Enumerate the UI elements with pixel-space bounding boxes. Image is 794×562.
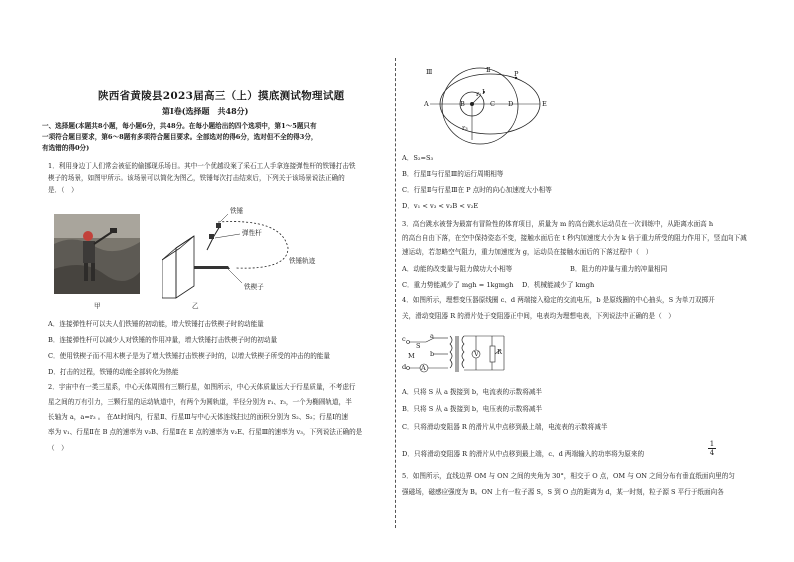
fraction-one-quarter [708, 440, 716, 457]
hammer-diagram [162, 208, 312, 300]
orbit-label-a: A [424, 100, 429, 108]
q2-option-b: B．行星Ⅱ与行星Ⅲ的运行周期相等 [402, 170, 504, 178]
label-hammer: 铁锤 [230, 207, 244, 215]
circuit-label-voltmeter: V [474, 350, 479, 358]
q3-option-b: B．阻力的冲量与重力的冲量相同 [570, 265, 668, 273]
question-1-text: 1．利用身边丁人们常会被征的偷挪现乐场目。其中一个优越设案了采石工人手拿连接弹性杆的铁锤打击铁 [48, 162, 356, 170]
orbit-label-iii: Ⅲ [426, 68, 433, 76]
q4-option-b: B．只将 S 从 a 拨接到 b，电压表的示数将减半 [402, 405, 543, 413]
fraction-numerator: 1 [709, 440, 715, 448]
right-column [402, 0, 754, 562]
question-4-text: 4．如图所示，理想变压器原线圈 c、d 两端接入稳定的交流电压，b 是原线圈的中心抽头，S 为单刀双掷开 [402, 296, 715, 304]
orbit-label-c: C [490, 100, 496, 108]
circuit-label-b: b [430, 350, 435, 358]
label-rod: 弹性杆 [242, 229, 262, 237]
circuit-label-r: R [497, 348, 502, 356]
label-wedge: 铁楔子 [244, 283, 264, 291]
question-1-text: 是．（ ） [48, 186, 78, 194]
circuit-label-m: M [408, 352, 415, 360]
figure-label-yi: 乙 [192, 302, 199, 310]
label-track: 铁锤轨迹 [289, 257, 316, 265]
q1-option-b: B．连接弹性杆可以减少人对铁锤的作用冲量，增大铁锤打击铁楔子时的初动量 [48, 336, 278, 344]
q3-option-d: D．机械能减少了 kmgh [522, 281, 595, 289]
question-2-text: （ ） [48, 444, 68, 452]
question-1-text: 楔子的场景，如图甲所示。该场景可以简化为图乙，铁锤每次打击结束后，下列关于该场景说法正确的 [48, 174, 345, 182]
column-divider [395, 58, 396, 528]
orbit-label-e: E [542, 100, 547, 108]
orbit-diagram [420, 62, 550, 146]
question-3-text: 的高台自由下落，在空中保持姿态不变，接触水面后在 t 秒内加速度大小为 k 倍于重力所受的阻力作用下，竖直向下减 [402, 234, 747, 242]
q2-option-d: D．v₁ < v₃ < v₂B < v₂E [402, 202, 479, 210]
question-3-text: 3．高台跳水被誉为最富有冒险性的体育项目，质量为 m 的高台跳水运动员在一次训练中，从距离水面高 h [402, 220, 714, 228]
orbit-label-i: Ⅰ [482, 88, 485, 96]
figure-label-jia: 甲 [94, 302, 101, 310]
q3-option-a: A．动能的改变量与阻力做功大小相等 [402, 265, 513, 273]
question-5-text: 强磁场，磁感应强度为 B。ON 上有一粒子源 S，S 到 O 点的距离为 d，某一时刻，粒子源 S 平行于纸面向各 [402, 488, 724, 496]
orbit-label-ii: Ⅱ [486, 66, 491, 74]
question-2-text: 长轴为 a，a=r₃ 。 在Δt时间内，行星Ⅱ、行星Ⅲ与中心天体连线扫过的面积分别为 S₂、S₃；行星Ⅰ的速 [48, 413, 349, 421]
section-heading: 第Ⅰ卷(选择题 共48分) [162, 106, 249, 116]
question-2-text: 率为 v₁、行星Ⅱ在 B 点的速率为 v₂B、行星Ⅱ在 E 点的速率为 v₂E、行星Ⅲ的速率为 v₃，下列说法正确的是 [48, 428, 363, 436]
q1-option-a: A．连接弹性杆可以夫人们铁锤的初动能，增大铁锤打击铁楔子时的动能量 [48, 320, 264, 328]
q4-option-c: C．只将滑动变阻器 R 的滑片从中点移到最上端，电流表的示数将减半 [402, 423, 608, 431]
worker-photo [54, 214, 140, 294]
intro-line: 一、选择题(本题共8小题，每小题6分，共48分。在每小题给出的四个选项中，第1～5题只有 [42, 122, 317, 130]
intro-line: 有选错的得0分) [42, 144, 90, 152]
orbit-label-d: D [508, 100, 514, 108]
q1-option-c: C．使用铁楔子而不用木楔子是为了增大铁锤打击铁楔子时的，以增大铁楔子所受的冲击的的能量 [48, 352, 330, 360]
intro-line: 一项符合题目要求，第6～8题有多项符合题目要求。全部选对的得6分，选对但不全的得3分， [42, 133, 318, 141]
left-column [42, 0, 388, 562]
q2-option-c: C．行星Ⅱ与行星Ⅲ在 P 点时的向心加速度大小相等 [402, 186, 552, 194]
question-2-text: 2．宇宙中有一类三星系，中心天体周围有三颗行星，如图所示，中心天体质量远大于行星质量，不考虑行 [48, 383, 356, 391]
q4-option-d: D．只将滑动变阻器 R 的滑片从中点移到最上端，c、d 两端输入的功率将为原来的 [402, 450, 645, 458]
circuit-label-s: S [416, 342, 421, 350]
fraction-denominator: 4 [709, 449, 715, 457]
orbit-label-r1: r₁ [476, 90, 482, 98]
orbit-label-b: B [460, 100, 465, 108]
circuit-label-a: a [430, 332, 434, 340]
orbit-label-r3: r₃ [462, 124, 468, 132]
q2-option-a: A．S₂=S₃ [402, 154, 434, 162]
circuit-label-c: c [402, 335, 406, 343]
q3-option-c: C．重力势能减少了 mgh = 1kgmgh [402, 281, 514, 289]
question-5-text: 5．如图所示，直线边界 OM 与 ON 之间的夹角为 30°，相交于 O 点，OM 与 ON 之间分布有垂直纸面向里的匀 [402, 472, 735, 480]
orbit-label-p: P [514, 70, 519, 78]
question-4-text: 关，滑动变阻器 R 的滑片处于变阻器正中间，电表均为理想电表，下列说法中正确的是（ ） [402, 312, 675, 320]
q1-option-d: D．打击的过程，铁锤的动能全部转化为热能 [48, 368, 179, 376]
question-3-text: 速运动，若忽略空气阻力，重力加速度为 g，运动员在接触水面后的下落过程中（ ） [402, 248, 653, 256]
page-title: 陕西省黄陵县2023届高三（上）摸底测试物理试题 [98, 90, 345, 102]
question-2-text: 星之间的万有引力，三颗行星的运动轨道中，有两个为圆轨道，半径分别为 r₁、r₃，一个为椭圆轨道，半 [48, 398, 352, 406]
q4-option-a: A．只将 S 从 a 拨接到 b，电流表的示数将减半 [402, 388, 543, 396]
circuit-label-ammeter: A [421, 364, 426, 372]
circuit-label-d: d [402, 363, 407, 371]
